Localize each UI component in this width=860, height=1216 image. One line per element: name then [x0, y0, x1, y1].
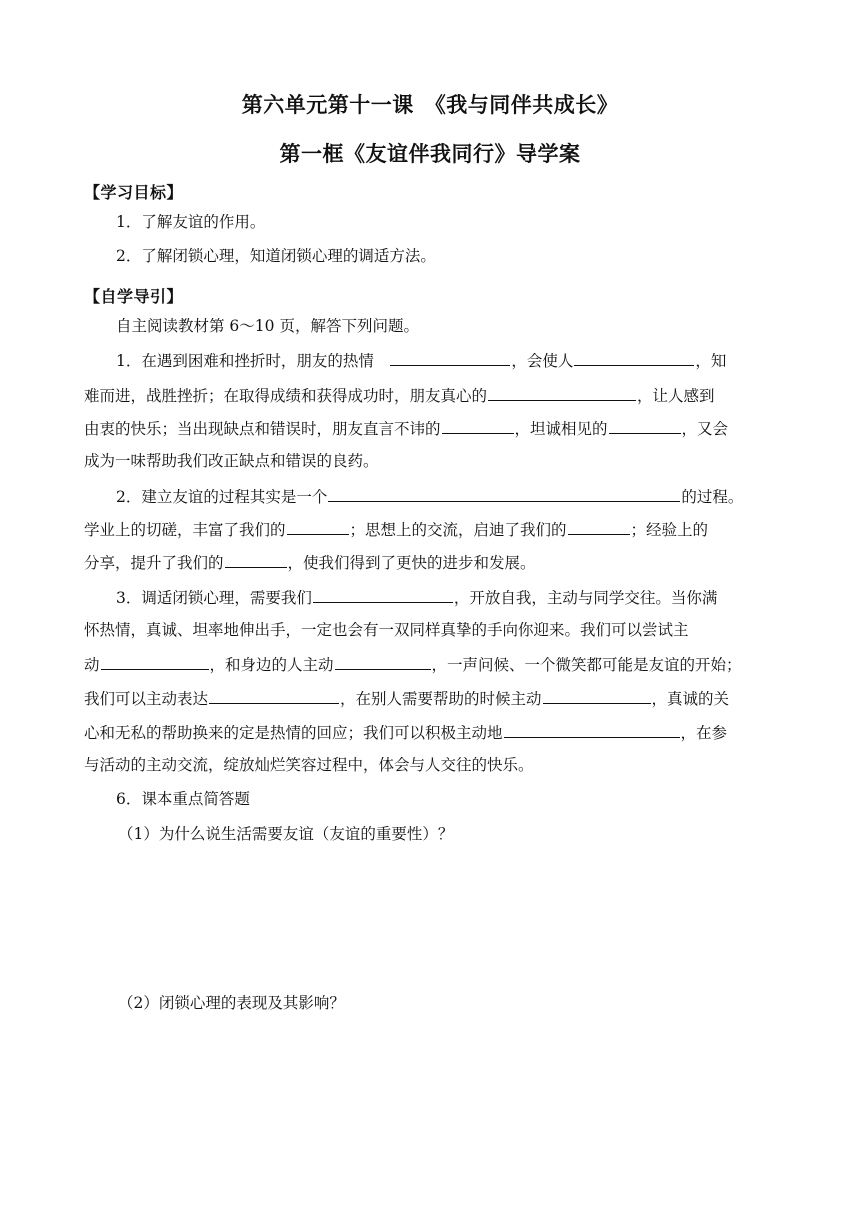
question-3-line-3: 动 ，和身边的人主动 ，一声问候、一个微笑都可能是友谊的开始；: [84, 652, 784, 676]
question-1-line-3: 由衷的快乐；当出现缺点和错误时，朋友直言不讳的 ，坦诚相见的 ，又会: [84, 416, 784, 440]
answer-blank[interactable]: [335, 652, 431, 670]
question-3-line-1: 3．调适闭锁心理，需要我们 ，开放自我，主动与同学交往。当你满: [116, 585, 816, 609]
guide-intro: 自主阅读教材第 6～10 页，解答下列问题。: [116, 317, 419, 335]
page-title: 第六单元第十一课 《我与同伴共成长》: [241, 93, 619, 117]
question-6-sub-1: （1）为什么说生活需要友谊（友谊的重要性）？: [118, 825, 454, 843]
answer-blank[interactable]: [504, 720, 680, 738]
answer-blank[interactable]: [225, 550, 287, 568]
question-2-line-2: 学业上的切磋，丰富了我们的 ；思想上的交流，启迪了我们的 ；经验上的: [84, 517, 784, 541]
question-1-line-1: 1．在遇到困难和挫折时，朋友的热情 ，会使人 ，知: [116, 348, 816, 372]
answer-blank[interactable]: [488, 383, 636, 401]
answer-blank[interactable]: [209, 686, 339, 704]
question-3-line-4: 我们可以主动表达 ，在别人需要帮助的时候主动 ，真诚的关: [84, 686, 784, 710]
answer-blank[interactable]: [568, 517, 630, 535]
answer-blank[interactable]: [609, 416, 681, 434]
question-6-heading: 6．课本重点简答题: [116, 790, 250, 808]
answer-blank[interactable]: [287, 517, 349, 535]
answer-blank[interactable]: [390, 348, 510, 366]
question-1-line-4: 成为一味帮助我们改正缺点和错误的良药。: [84, 452, 379, 470]
section-heading-goals: 【学习目标】: [84, 183, 184, 202]
question-2-line-1: 2．建立友谊的过程其实是一个 的过程。: [116, 484, 816, 508]
answer-blank[interactable]: [328, 484, 680, 502]
question-3-line-6: 与活动的主动交流，绽放灿烂笑容过程中，体会与人交往的快乐。: [84, 756, 534, 774]
question-3-line-5: 心和无私的帮助换来的定是热情的回应；我们可以积极主动地 ，在参: [84, 720, 784, 744]
answer-blank[interactable]: [543, 686, 651, 704]
page-subtitle: 第一框《友谊伴我同行》导学案: [279, 142, 581, 166]
question-2-line-3: 分享，提升了我们的 ，使我们得到了更快的进步和发展。: [84, 550, 784, 574]
question-6-sub-2: （2）闭锁心理的表现及其影响？: [118, 994, 345, 1012]
goal-item: 2．了解闭锁心理，知道闭锁心理的调适方法。: [116, 247, 436, 265]
question-1-line-2: 难而进，战胜挫折；在取得成绩和获得成功时，朋友真心的 ，让人感到: [84, 383, 784, 407]
goal-item: 1．了解友谊的作用。: [116, 213, 266, 231]
answer-blank[interactable]: [574, 348, 694, 366]
question-3-line-2: 怀热情，真诚、坦率地伸出手，一定也会有一双同样真挚的手向你迎来。我们可以尝试主: [84, 621, 689, 639]
section-heading-guide: 【自学导引】: [84, 287, 184, 306]
answer-blank[interactable]: [442, 416, 514, 434]
answer-blank[interactable]: [313, 585, 453, 603]
answer-blank[interactable]: [101, 652, 209, 670]
